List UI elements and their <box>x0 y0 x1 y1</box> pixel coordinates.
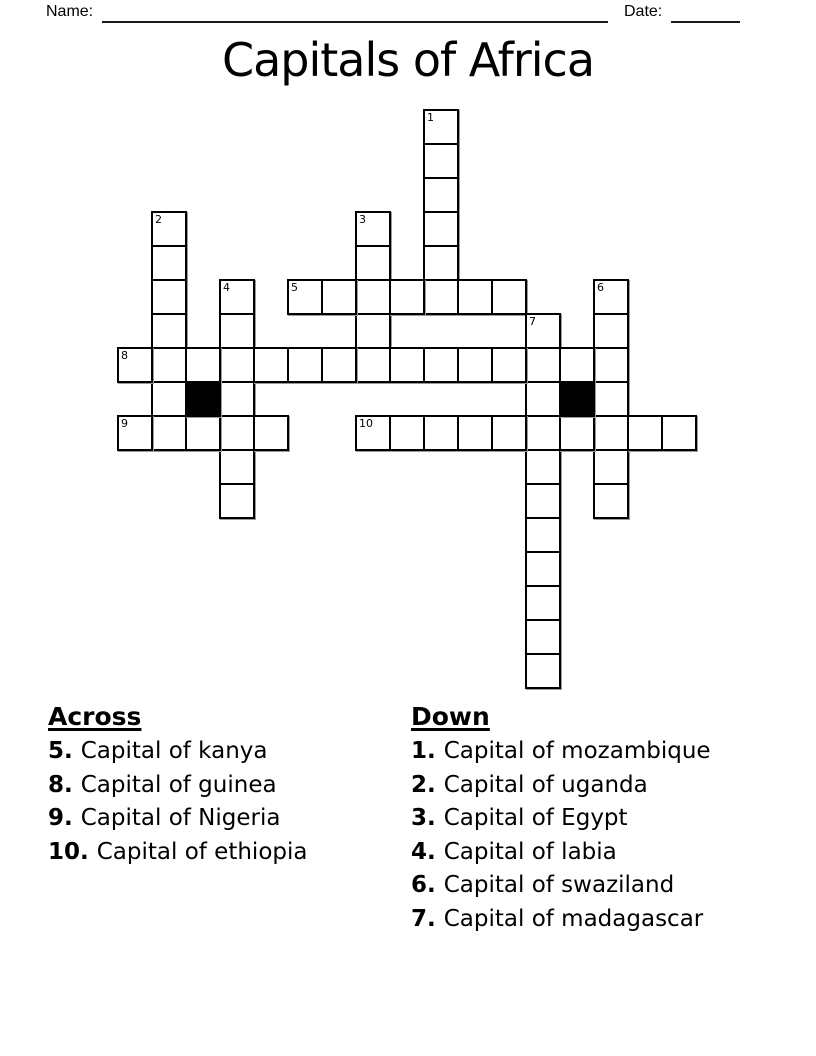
grid-cell[interactable] <box>423 347 459 383</box>
grid-cell[interactable] <box>117 415 153 451</box>
date-label: Date: <box>624 3 663 20</box>
clue-number: 4. <box>411 838 436 865</box>
grid-cell[interactable] <box>593 279 629 315</box>
grid-cell[interactable] <box>423 279 459 315</box>
grid-cell[interactable] <box>253 347 289 383</box>
clue-number: 2. <box>411 771 436 798</box>
grid-cell[interactable] <box>423 211 459 247</box>
clue-text: Capital of uganda <box>443 771 648 798</box>
grid-cell[interactable] <box>219 313 255 349</box>
grid-cell[interactable] <box>355 347 391 383</box>
across-heading: Across <box>48 702 142 731</box>
grid-cell[interactable] <box>355 245 391 281</box>
clue-text: Capital of guinea <box>80 771 277 798</box>
name-label: Name: <box>46 3 94 20</box>
clue-item <box>411 836 771 870</box>
grid-cell[interactable] <box>525 415 561 451</box>
grid-cell[interactable] <box>355 211 391 247</box>
grid-cell[interactable] <box>151 279 187 315</box>
cell-number: 5 <box>291 281 298 294</box>
grid-cell[interactable] <box>593 313 629 349</box>
grid-cell[interactable] <box>321 279 357 315</box>
clue-number: 8. <box>48 771 73 798</box>
grid-cell[interactable] <box>151 211 187 247</box>
clue-text: Capital of Egypt <box>443 805 628 831</box>
across-clues-section <box>48 701 378 869</box>
grid-cell[interactable] <box>423 415 459 451</box>
grid-cell[interactable] <box>321 347 357 383</box>
grid-cell[interactable] <box>491 279 527 315</box>
cell-number: 9 <box>121 417 128 430</box>
grid-cell[interactable] <box>627 415 663 451</box>
clue-item <box>411 903 771 937</box>
grid-cell[interactable] <box>151 347 187 383</box>
grid-cell[interactable] <box>423 245 459 281</box>
grid-cell[interactable] <box>525 449 561 485</box>
grid-cell[interactable] <box>525 551 561 587</box>
clue-item <box>48 735 378 769</box>
grid-cell[interactable] <box>151 381 187 417</box>
grid-cell[interactable] <box>219 415 255 451</box>
grid-cell[interactable] <box>525 483 561 519</box>
clue-item <box>411 802 771 836</box>
clue-number: 1. <box>411 738 436 764</box>
clue-number: 10. <box>48 838 89 865</box>
grid-cell[interactable] <box>457 415 493 451</box>
cell-number: 2 <box>155 213 162 226</box>
grid-cell[interactable] <box>593 483 629 519</box>
grid-cell[interactable] <box>389 279 425 315</box>
grid-cell[interactable] <box>219 279 255 315</box>
cell-number: 7 <box>529 315 536 328</box>
date-fill-line <box>671 4 740 23</box>
clue-number: 9. <box>48 805 73 831</box>
grid-cell[interactable] <box>151 415 187 451</box>
grid-cell[interactable] <box>525 585 561 621</box>
clue-item <box>411 869 771 903</box>
grid-cell[interactable] <box>219 347 255 383</box>
grid-cell[interactable] <box>253 415 289 451</box>
clue-number: 7. <box>411 905 436 932</box>
grid-cell[interactable] <box>185 415 221 451</box>
grid-cell[interactable] <box>219 449 255 485</box>
grid-cell[interactable] <box>423 109 459 145</box>
cell-number: 8 <box>121 349 128 362</box>
grid-cell[interactable] <box>355 279 391 315</box>
cell-number: 10 <box>359 417 373 430</box>
grid-cell[interactable] <box>491 347 527 383</box>
grid-cell[interactable] <box>423 143 459 179</box>
grid-cell[interactable] <box>593 449 629 485</box>
grid-cell[interactable] <box>287 347 323 383</box>
grid-cell[interactable] <box>525 347 561 383</box>
grid-cell[interactable] <box>219 381 255 417</box>
grid-cell[interactable] <box>491 415 527 451</box>
clue-text: Capital of Nigeria <box>80 805 281 831</box>
grid-cell[interactable] <box>593 347 629 383</box>
cell-number: 4 <box>223 281 230 294</box>
grid-cell[interactable] <box>661 415 697 451</box>
cell-number: 3 <box>359 213 366 226</box>
down-clues-section <box>411 701 771 936</box>
page-title: Capitals of Africa <box>221 33 595 87</box>
clue-text: Capital of mozambique <box>443 738 711 764</box>
cell-number: 6 <box>597 281 604 294</box>
grid-cell[interactable] <box>559 347 595 383</box>
cell-number: 1 <box>427 111 434 124</box>
grid-cell[interactable] <box>593 381 629 417</box>
grid-cell[interactable] <box>457 279 493 315</box>
grid-cell[interactable] <box>355 415 391 451</box>
clue-item <box>48 836 378 870</box>
clue-number: 3. <box>411 805 436 831</box>
grid-cell[interactable] <box>525 313 561 349</box>
clue-item <box>48 769 378 803</box>
grid-cell[interactable] <box>287 279 323 315</box>
clue-item <box>48 802 378 836</box>
grid-cell[interactable] <box>185 347 221 383</box>
grid-cell[interactable] <box>117 347 153 383</box>
down-heading: Down <box>411 702 490 731</box>
grid-cell[interactable] <box>593 415 629 451</box>
clue-number: 5. <box>48 738 73 764</box>
grid-cell[interactable] <box>151 245 187 281</box>
grid-cell[interactable] <box>457 347 493 383</box>
grid-cell[interactable] <box>525 381 561 417</box>
grid-cell[interactable] <box>525 653 561 689</box>
clue-item <box>411 769 771 803</box>
grid-cell-black <box>185 381 221 417</box>
grid-cell-black <box>559 381 595 417</box>
grid-cell[interactable] <box>219 483 255 519</box>
clue-text: Capital of madagascar <box>443 905 704 932</box>
grid-cell[interactable] <box>423 177 459 213</box>
grid-cell[interactable] <box>389 415 425 451</box>
grid-cell[interactable] <box>151 313 187 349</box>
clue-text: Capital of swaziland <box>443 872 675 898</box>
grid-cell[interactable] <box>389 347 425 383</box>
clue-item <box>411 735 771 769</box>
grid-cell[interactable] <box>559 415 595 451</box>
clue-text: Capital of labia <box>443 838 617 865</box>
clue-text: Capital of kanya <box>80 738 268 764</box>
grid-cell[interactable] <box>525 517 561 553</box>
name-fill-line <box>102 4 608 23</box>
grid-cell[interactable] <box>355 313 391 349</box>
clue-text: Capital of ethiopia <box>96 838 308 865</box>
grid-cell[interactable] <box>525 619 561 655</box>
clue-number: 6. <box>411 872 436 898</box>
